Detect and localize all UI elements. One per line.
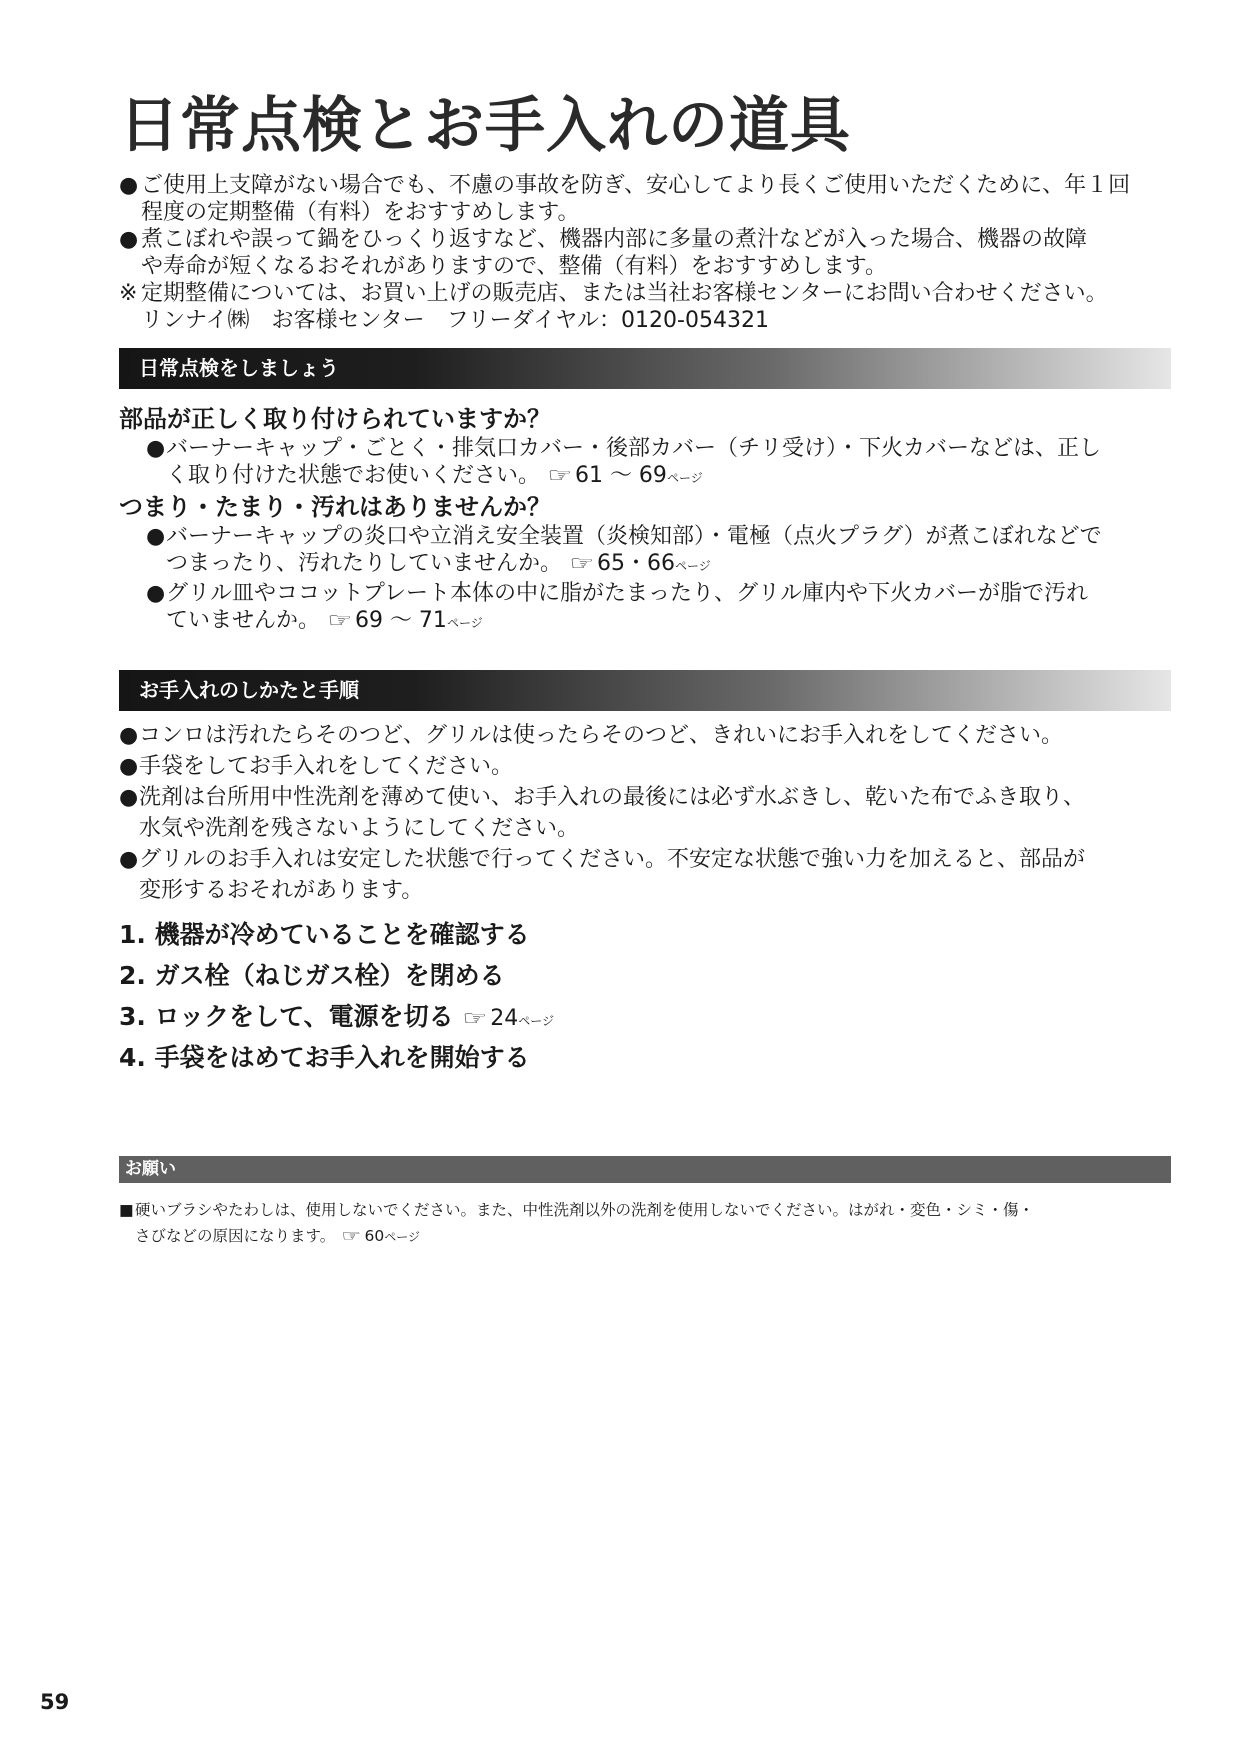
intro-note-line1: 定期整備については、お買い上げの販売店、または当社お客様センターにお問い合わせください。 [141,281,1108,306]
care-note-line1: 手袋をしてお手入れをしてください。 [139,754,514,779]
procedure-step-1 [119,914,1171,955]
intro-bullet-1-line2: 程度の定期整備（有料）をおすすめします。 [141,200,580,225]
care-note [119,751,1171,782]
intro-bullet-2-line2: や寿命が短くなるおそれがありますので、整備（有料）をおすすめします。 [141,254,888,279]
check-item-line1: バーナーキャップ・ごとく・排気口カバー・後部カバー（チリ受け）・下火カバーなどは、正し [166,436,1102,461]
bullet-mark: ● [146,581,166,606]
pointing-hand-icon: ☞ [341,1226,362,1245]
request-notes [119,1198,1171,1250]
care-note-line2: 変形するおそれがあります。 [139,878,424,903]
step-text: 機器が冷めていることを確認する [154,920,530,949]
page-number: 59 [40,1690,70,1714]
bullet-mark: ● [119,173,139,198]
bullet-mark: ● [146,524,166,549]
bullet-mark: ● [119,754,139,779]
note-mark: ※ [119,281,138,306]
bullet-mark: ● [119,785,139,810]
care-note [119,844,1171,906]
care-note [119,720,1171,751]
procedure-step-3 [119,996,1171,1037]
step-text: ロックをして、電源を切る [154,1002,454,1031]
page-ref-number: 24 [490,1006,519,1031]
request-note-line1: 硬いブラシやたわしは、使用しないでください。また、中性洗剤以外の洗剤を使用しないでください。はがれ・変色・シミ・傷・ [135,1201,1035,1219]
care-notes [119,720,1171,906]
care-note-line1: コンロは汚れたらそのつど、グリルは使ったらそのつど、きれいにお手入れをしてください。 [139,723,1064,748]
intro-bullet-1 [119,172,1171,226]
intro-note-contact: リンナイ㈱ お客様センター フリーダイヤル：0120-054321 [141,308,769,333]
check-item-text: ていませんか。 [166,608,321,633]
page-ref-number: 60 [364,1227,385,1245]
step-number: 2. [119,961,146,990]
page-reference [327,608,483,633]
check-item-line2 [166,462,1171,491]
care-note-line1: 洗剤は台所用中性洗剤を薄めて使い、お手入れの最後には必ず水ぶきし、乾いた布でふき取り、 [139,785,1086,810]
step-number: 1. [119,920,146,949]
request-heading: お願い [119,1156,1171,1183]
check-question-2: つまり・たまり・汚れはありませんか？ [119,493,551,521]
procedure-steps [119,914,1171,1078]
page-suffix: ページ [666,471,703,485]
check-item [119,436,1171,491]
page-title: 日常点検とお手入れの道具 [119,91,851,161]
care-note-line2: 水気や洗剤を残さないようにしてください。 [139,816,580,841]
pointing-hand-icon: ☞ [569,551,595,575]
step-text: 手袋をはめてお手入れを開始する [154,1043,530,1072]
page-suffix: ページ [446,616,483,630]
step-number: 4. [119,1043,146,1072]
page-reference [462,1006,554,1031]
bullet-mark: ● [119,847,139,872]
procedure-step-4 [119,1037,1171,1078]
care-note [119,782,1171,844]
check-question-1: 部品が正しく取り付けられていますか？ [119,405,551,433]
request-note-text: さびなどの原因になります。 [135,1227,336,1245]
page-ref-number: 61 ～ 69 [574,463,667,488]
section-heading-daily-check: 日常点検をしましょう [119,348,1171,389]
intro-bullet-1-line1: ご使用上支障がない場合でも、不慮の事故を防ぎ、安心してより長くご使用いただくために、年１回 [141,173,1131,198]
daily-check-section [119,403,1171,636]
bullet-mark: ● [119,723,139,748]
pointing-hand-icon: ☞ [462,1006,488,1030]
pointing-hand-icon: ☞ [547,463,573,487]
procedure-step-2 [119,955,1171,996]
page-reference [569,551,711,576]
intro-bullet-2-line1: 煮こぼれや誤って鍋をひっくり返すなど、機器内部に多量の煮汁などが入った場合、機器の故障 [141,227,1088,252]
page-reference [547,463,703,488]
check-item-line1: バーナーキャップの炎口や立消え安全装置（炎検知部）・電極（点火プラグ）が煮こぼれなどで [166,524,1102,549]
page-suffix: ページ [674,559,711,573]
check-item-text: つまったり、汚れたりしていませんか。 [166,551,563,576]
step-number: 3. [119,1002,146,1031]
page-ref-number: 65・66 [596,551,675,576]
intro-notes [119,172,1171,334]
pointing-hand-icon: ☞ [327,608,353,632]
check-item-text: く取り付けた状態でお使いください。 [166,463,541,488]
bullet-mark: ● [146,436,166,461]
request-note [119,1198,1171,1250]
intro-bullet-2 [119,226,1171,280]
page-ref-number: 69 ～ 71 [354,608,447,633]
section-heading-care-procedure: お手入れのしかたと手順 [119,670,1171,711]
check-item-line2 [166,550,1171,579]
check-item-line1: グリル皿やココットプレート本体の中に脂がたまったり、グリル庫内や下火カバーが脂で汚れ [166,581,1089,606]
step-text: ガス栓（ねじガス栓）を閉める [154,961,505,990]
check-item [119,581,1171,636]
page-suffix: ページ [384,1230,421,1244]
square-bullet-mark: ■ [119,1201,134,1219]
check-item-line2 [166,607,1171,636]
request-note-line2 [135,1223,1171,1250]
bullet-mark: ● [119,227,139,252]
page-reference [340,1227,420,1245]
page-suffix: ページ [518,1014,555,1028]
care-note-line1: グリルのお手入れは安定した状態で行ってください。不安定な状態で強い力を加えると、部品が [139,847,1086,872]
intro-note [119,280,1171,334]
check-item [119,524,1171,579]
